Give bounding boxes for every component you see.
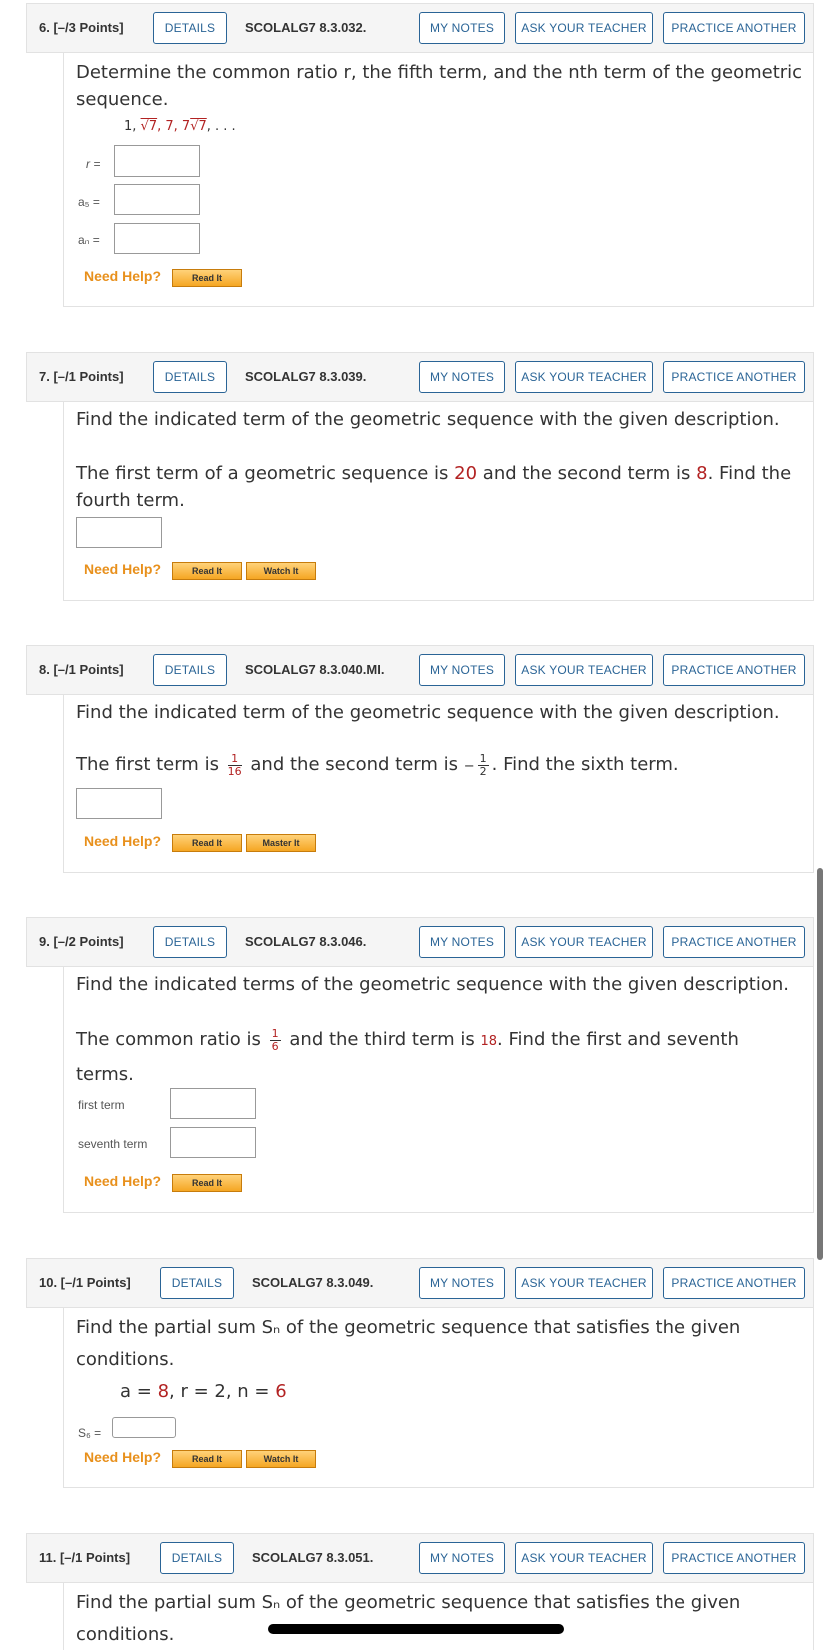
seventh-term-input[interactable] xyxy=(170,1127,256,1158)
practice-another-button[interactable]: PRACTICE ANOTHER xyxy=(663,1542,805,1574)
master-it-button[interactable]: Master It xyxy=(246,834,316,852)
read-it-button[interactable]: Read It xyxy=(172,1174,242,1192)
sequence-display: 1, √7, 7, 7√7, . . . xyxy=(124,119,236,134)
watch-it-button[interactable]: Watch It xyxy=(246,1450,316,1468)
question-header xyxy=(26,352,814,402)
answer-input[interactable] xyxy=(76,788,162,819)
need-help-label: Need Help? xyxy=(84,1173,162,1189)
question-number: 11. [–/1 Points] xyxy=(39,1550,131,1565)
fraction-second-term: $\frac{1}{2}$ xyxy=(479,751,487,778)
question-body xyxy=(63,967,814,1213)
question-prompt: Find the partial sum Sₙ of the geometric sequence that satisfies the given conditions. xyxy=(76,1317,741,1370)
home-indicator[interactable] xyxy=(268,1624,564,1634)
question-header xyxy=(26,3,814,53)
details-button[interactable]: DETAILS xyxy=(153,12,227,44)
answer-input-r[interactable] xyxy=(114,145,200,177)
practice-another-button[interactable]: PRACTICE ANOTHER xyxy=(663,1267,805,1299)
problem-code: SCOLALG7 8.3.049. xyxy=(252,1275,374,1290)
need-help-label: Need Help? xyxy=(84,1449,162,1465)
read-it-button[interactable]: Read It xyxy=(172,1450,242,1468)
watch-it-button[interactable]: Watch It xyxy=(246,562,316,580)
answer-input-s6[interactable] xyxy=(112,1417,176,1438)
need-help-label: Need Help? xyxy=(84,268,162,284)
fraction-first-term: $\frac{1}{16}$ xyxy=(227,751,242,778)
question-body xyxy=(63,53,814,307)
question-body xyxy=(63,402,814,601)
details-button[interactable]: DETAILS xyxy=(153,654,227,686)
practice-another-button[interactable]: PRACTICE ANOTHER xyxy=(663,361,805,393)
my-notes-button[interactable]: MY NOTES xyxy=(419,361,505,393)
ask-teacher-button[interactable]: ASK YOUR TEACHER xyxy=(515,12,653,44)
question-prompt: Find the indicated term of the geometric sequence with the given description. xyxy=(76,409,780,430)
my-notes-button[interactable]: MY NOTES xyxy=(419,1542,505,1574)
question-statement: The common ratio is $\frac{1}{6}$ and the third term is 18. Find the first and seventh terms. xyxy=(76,1026,739,1085)
question-number: 6. [–/3 Points] xyxy=(39,20,124,35)
fraction-ratio: $\frac{1}{6}$ xyxy=(271,1026,279,1053)
question-header xyxy=(26,645,814,695)
need-help-label: Need Help? xyxy=(84,561,162,577)
my-notes-button[interactable]: MY NOTES xyxy=(419,1267,505,1299)
problem-code: SCOLALG7 8.3.039. xyxy=(245,369,367,384)
read-it-button[interactable]: Read It xyxy=(172,834,242,852)
question-body xyxy=(63,695,814,873)
conditions: a = 8, r = 2, n = 6 xyxy=(120,1381,287,1402)
question-prompt: Find the indicated terms of the geometric sequence with the given description. xyxy=(76,974,790,995)
read-it-button[interactable]: Read It xyxy=(172,269,242,287)
label-r: r = xyxy=(86,157,101,171)
details-button[interactable]: DETAILS xyxy=(153,926,227,958)
read-it-button[interactable]: Read It xyxy=(172,562,242,580)
need-help-label: Need Help? xyxy=(84,833,162,849)
question-number: 9. [–/2 Points] xyxy=(39,934,124,949)
question-statement: The first term of a geometric sequence is 20 and the second term is 8. Find the fourth term. xyxy=(76,463,792,511)
problem-code: SCOLALG7 8.3.032. xyxy=(245,20,367,35)
details-button[interactable]: DETAILS xyxy=(160,1542,234,1574)
details-button[interactable]: DETAILS xyxy=(160,1267,234,1299)
first-term-input[interactable] xyxy=(170,1088,256,1119)
problem-code: SCOLALG7 8.3.046. xyxy=(245,934,367,949)
question-header xyxy=(26,1533,814,1583)
label-s6: S₆ = xyxy=(78,1426,102,1440)
my-notes-button[interactable]: MY NOTES xyxy=(419,654,505,686)
question-prompt: Find the partial sum Sₙ of the geometric sequence that satisfies the given conditions. xyxy=(76,1592,741,1645)
question-body xyxy=(63,1308,814,1488)
problem-code: SCOLALG7 8.3.040.MI. xyxy=(245,662,385,677)
my-notes-button[interactable]: MY NOTES xyxy=(419,926,505,958)
problem-code: SCOLALG7 8.3.051. xyxy=(252,1550,374,1565)
question-header xyxy=(26,917,814,967)
label-an: aₙ = xyxy=(78,233,100,247)
question-prompt: Find the indicated term of the geometric sequence with the given description. xyxy=(76,702,780,723)
label-seventh-term: seventh term xyxy=(78,1137,148,1151)
question-number: 8. [–/1 Points] xyxy=(39,662,124,677)
ask-teacher-button[interactable]: ASK YOUR TEACHER xyxy=(515,926,653,958)
question-prompt: Determine the common ratio r, the fifth term, and the nth term of the geometric sequence. xyxy=(76,62,803,110)
ask-teacher-button[interactable]: ASK YOUR TEACHER xyxy=(515,1267,653,1299)
details-button[interactable]: DETAILS xyxy=(153,361,227,393)
my-notes-button[interactable]: MY NOTES xyxy=(419,12,505,44)
question-header xyxy=(26,1258,814,1308)
question-number: 7. [–/1 Points] xyxy=(39,369,124,384)
label-a5: a₅ = xyxy=(78,195,100,209)
ask-teacher-button[interactable]: ASK YOUR TEACHER xyxy=(515,654,653,686)
practice-another-button[interactable]: PRACTICE ANOTHER xyxy=(663,926,805,958)
ask-teacher-button[interactable]: ASK YOUR TEACHER xyxy=(515,361,653,393)
answer-input-an[interactable] xyxy=(114,223,200,254)
question-number: 10. [–/1 Points] xyxy=(39,1275,131,1290)
question-body xyxy=(63,1583,814,1650)
practice-another-button[interactable]: PRACTICE ANOTHER xyxy=(663,654,805,686)
question-statement: The first term is $\frac{1}{16}$ and the second term is − $\frac{1}{2}$ . Find the sixth term. xyxy=(76,751,679,778)
label-first-term: first term xyxy=(78,1098,125,1112)
scrollbar[interactable] xyxy=(817,868,823,1260)
practice-another-button[interactable]: PRACTICE ANOTHER xyxy=(663,12,805,44)
answer-input-a5[interactable] xyxy=(114,184,200,215)
answer-input[interactable] xyxy=(76,517,162,548)
ask-teacher-button[interactable]: ASK YOUR TEACHER xyxy=(515,1542,653,1574)
